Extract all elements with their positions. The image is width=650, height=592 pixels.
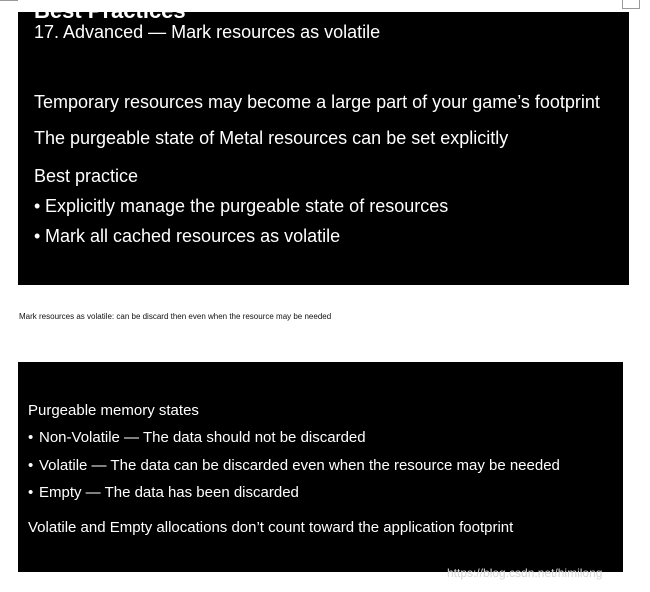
bullet-icon: •: [28, 429, 34, 446]
slide-line-temporary-resources: Temporary resources may become a large part of your game’s footprint: [34, 92, 600, 112]
clipped-slide-heading: Best Practices: [34, 0, 186, 23]
watermark-link: https://blog.csdn.net/himilong: [447, 566, 603, 580]
slide-subtitle: 17. Advanced — Mark resources as volatile: [34, 22, 381, 42]
bullet-icon: •: [28, 457, 34, 474]
bullet-text: Empty — The data has been discarded: [39, 484, 299, 501]
slide-purgeable-memory-states: [18, 362, 623, 572]
page-edge-line: [0, 0, 18, 1]
memory-state-bullet-volatile: [28, 457, 560, 475]
slide-footer-note: Volatile and Empty allocations don’t count toward the application footprint: [28, 519, 514, 536]
slide-title: Purgeable memory states: [28, 402, 199, 419]
bullet-icon: •: [34, 226, 41, 246]
bullet-text: Non-Volatile — The data should not be discarded: [39, 429, 366, 446]
slide-best-practices: [18, 0, 629, 285]
slide-line-purgeable-state: The purgeable state of Metal resources can be set explicitly: [34, 128, 509, 148]
memory-state-bullet-non-volatile: [28, 429, 366, 447]
memory-state-bullet-empty: [28, 484, 299, 502]
page-corner-frame: [622, 0, 640, 9]
bullet-text: Mark all cached resources as volatile: [45, 226, 341, 246]
explanatory-note: Mark resources as volatile: can be discard then even when the resource may be needed: [19, 312, 332, 321]
slide-line-best-practice: Best practice: [34, 166, 139, 186]
best-practice-bullet-1: [34, 195, 448, 217]
bullet-text: Volatile — The data can be discarded even when the resource may be needed: [39, 457, 560, 474]
bullet-text: Explicitly manage the purgeable state of resources: [45, 196, 449, 216]
bullet-icon: •: [28, 484, 34, 501]
best-practice-bullet-2: [34, 225, 340, 247]
bullet-icon: •: [34, 196, 41, 216]
